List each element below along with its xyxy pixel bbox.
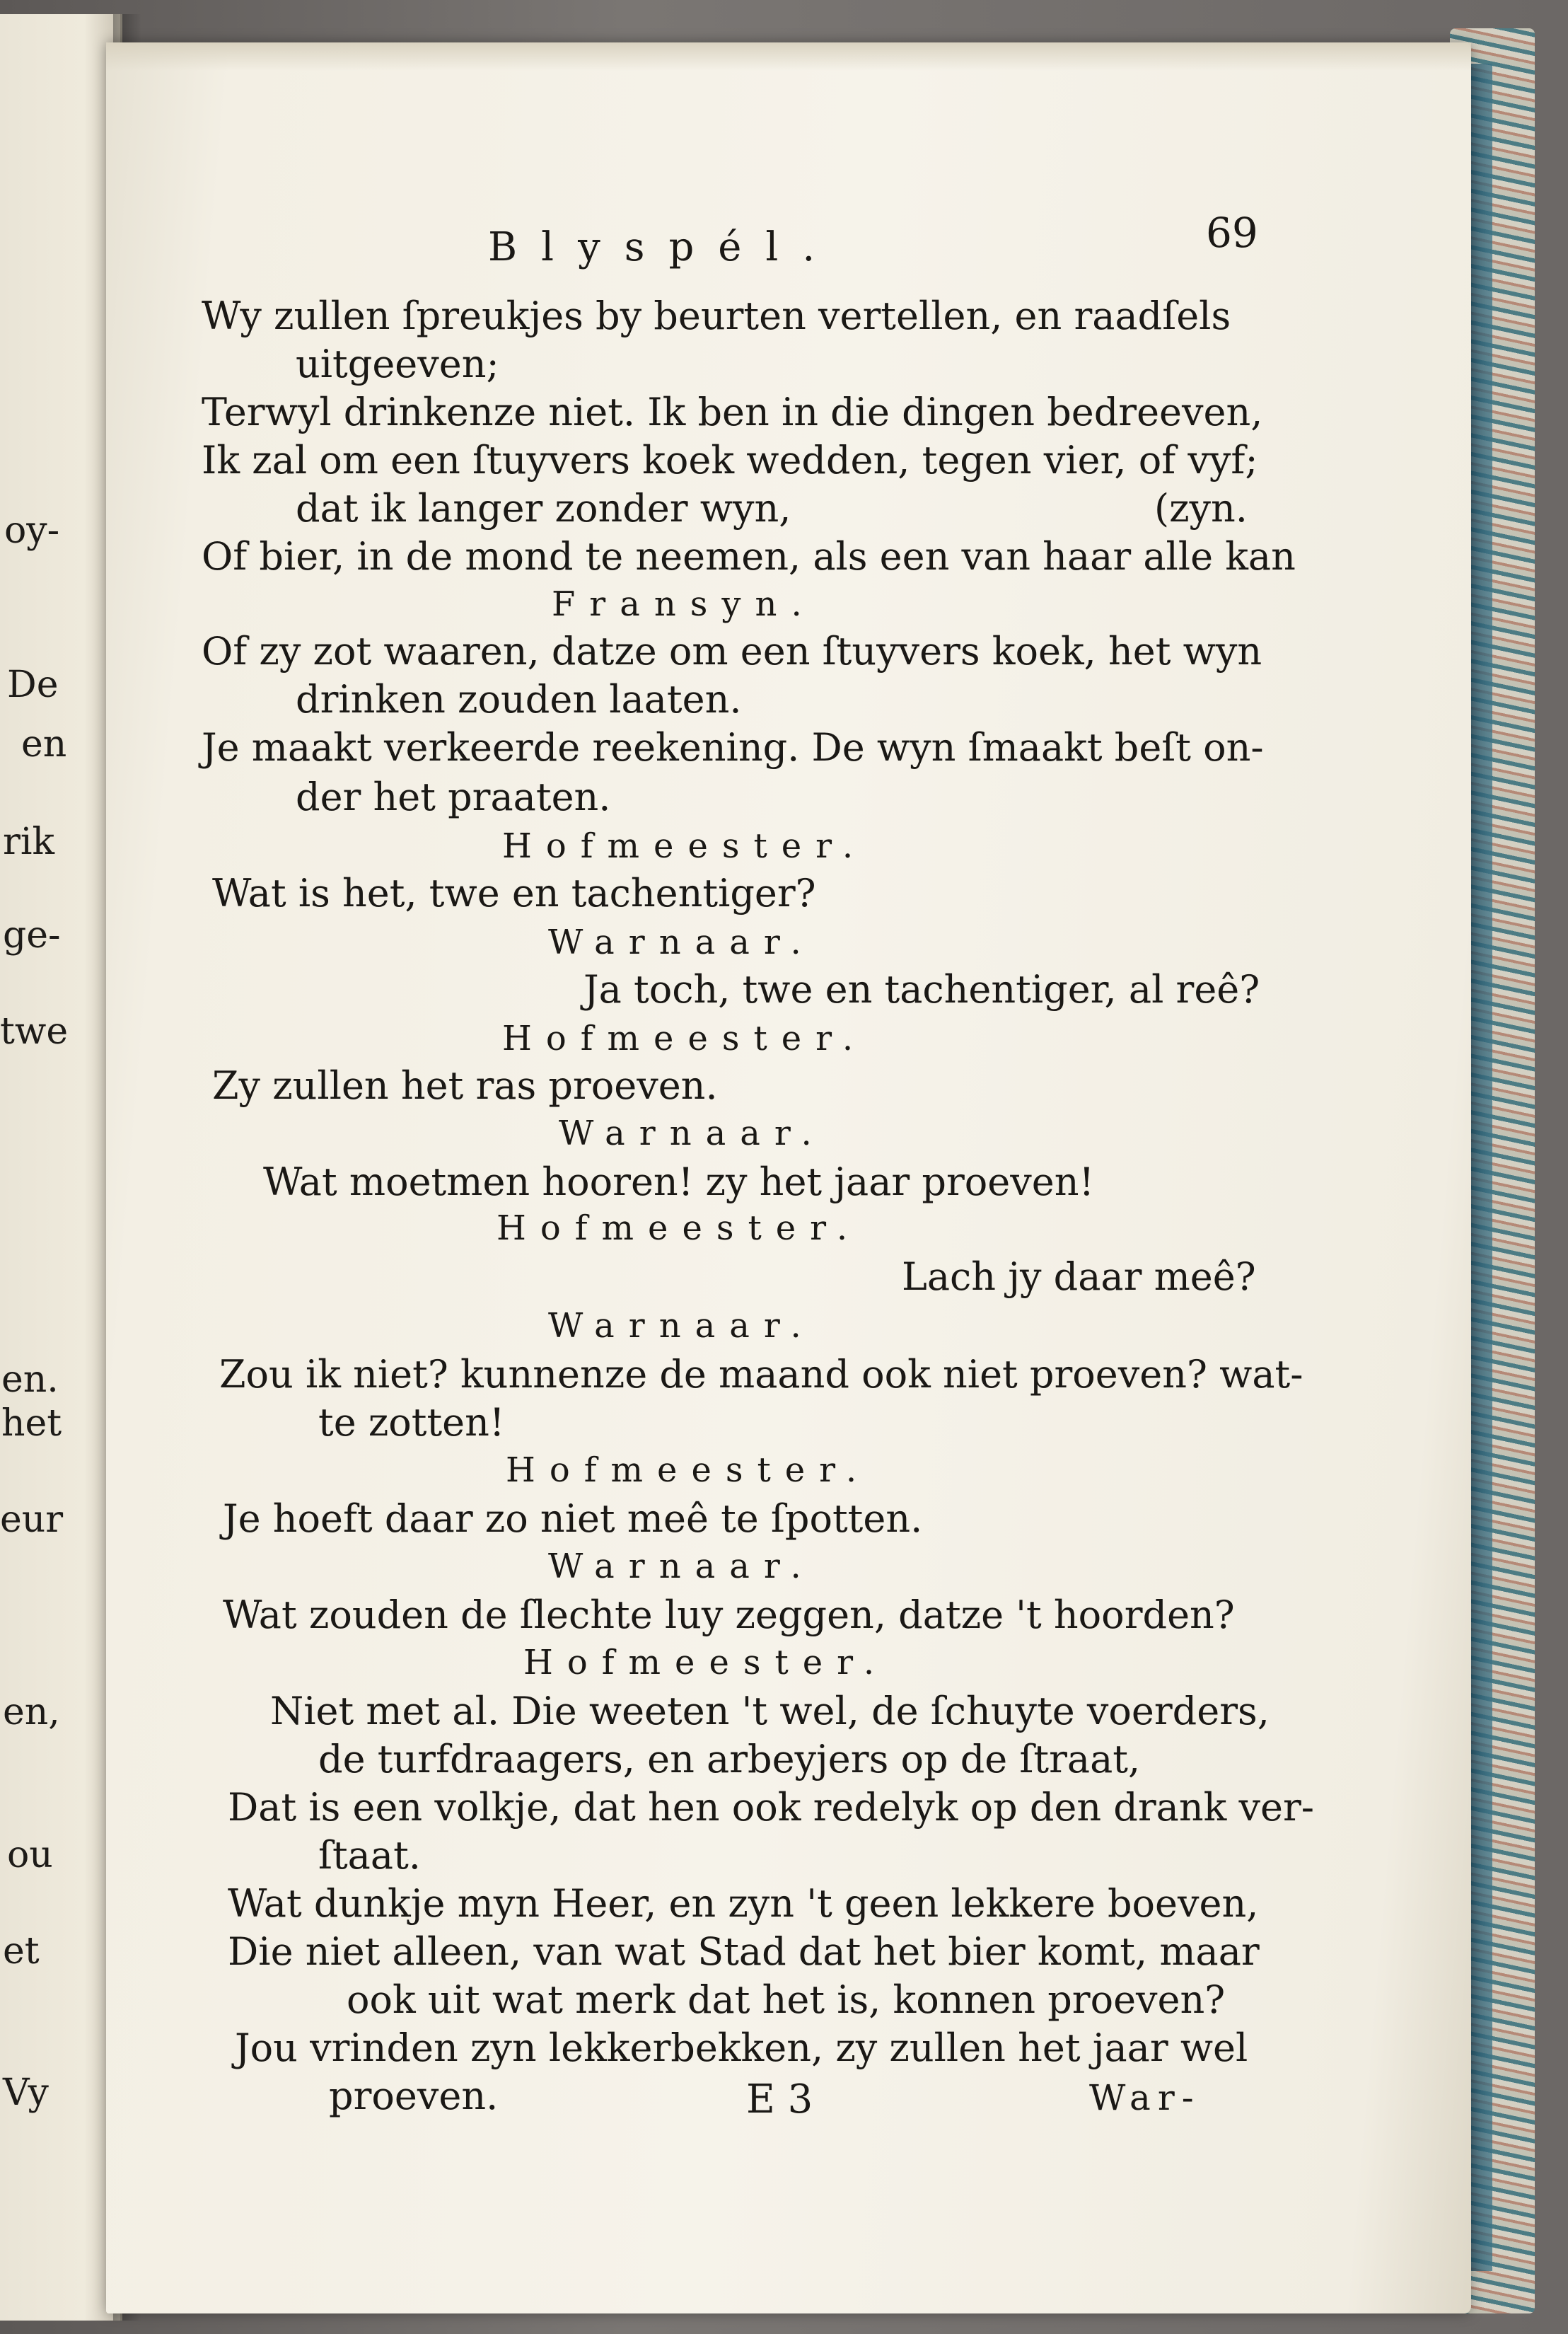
left-page-fragment: De bbox=[7, 664, 59, 706]
text-line: Of bier, in de mond te neemen, als een van haar alle kan bbox=[202, 534, 1296, 579]
text-line: dat ik langer zonder wyn, bbox=[296, 486, 791, 531]
left-page-fragment: et bbox=[3, 1930, 40, 1972]
text-line: Wat dunkje myn Heer, en zyn 't geen lekkere boeven, bbox=[228, 1881, 1259, 1926]
page-text-block bbox=[106, 42, 1471, 2313]
text-line: Jou vrinden zyn lekkerbekken, zy zullen het jaar wel bbox=[235, 2026, 1248, 2070]
left-page-fragment: ge- bbox=[3, 914, 61, 957]
speaker-heading: Warnaar. bbox=[548, 923, 815, 962]
text-line: Ik zal om een ſtuyvers koek wedden, tegen vier, of vyf; bbox=[202, 438, 1258, 483]
page-number: 69 bbox=[1206, 209, 1258, 257]
left-page-fragment: eur bbox=[0, 1498, 64, 1541]
speaker-heading: Warnaar. bbox=[548, 1306, 815, 1346]
text-line: Wat moetmen hooren! zy het jaar proeven! bbox=[263, 1160, 1095, 1204]
left-page-fragment: het bbox=[1, 1402, 62, 1445]
left-page-fragment: ou bbox=[7, 1834, 53, 1876]
text-line: ſtaat. bbox=[318, 1833, 421, 1878]
text-line: Die niet alleen, van wat Stad dat het bier komt, maar bbox=[228, 1929, 1260, 1974]
speaker-heading: Hofmeester. bbox=[523, 1643, 889, 1682]
speaker-heading: Hofmeester. bbox=[506, 1450, 871, 1490]
text-line: uitgeeven; bbox=[296, 342, 499, 386]
text-line: Terwyl drinkenze niet. Ik ben in die dingen bedreeven, bbox=[202, 390, 1263, 434]
text-line: Of zy zot waaren, datze om een ſtuyvers koek, het wyn bbox=[202, 629, 1262, 674]
text-line: Wy zullen ſpreukjes by beurten vertellen, en raadſels bbox=[202, 294, 1231, 338]
right-page bbox=[106, 42, 1471, 2313]
text-line: Wat zouden de ſlechte luy zeggen, datze 't hoorden? bbox=[223, 1593, 1235, 1637]
left-page-fragment: rik bbox=[3, 821, 54, 863]
text-line: Zou ik niet? kunnenze de maand ook niet proeven? wat- bbox=[219, 1352, 1303, 1397]
speaker-heading: Hofmeester. bbox=[496, 1208, 862, 1248]
left-facing-page bbox=[0, 14, 122, 2321]
left-page-fragment: twe bbox=[0, 1010, 69, 1053]
left-page-fragment: en. bbox=[1, 1358, 59, 1401]
left-page-fragment: Vy bbox=[3, 2072, 49, 2114]
speaker-heading: Hofmeester. bbox=[502, 826, 868, 866]
left-page-fragment: en bbox=[21, 723, 67, 766]
signature-mark: E 3 bbox=[746, 2076, 813, 2122]
text-line: drinken zouden laaten. bbox=[296, 677, 742, 722]
left-page-fragment: oy- bbox=[4, 509, 60, 552]
catchword: War- bbox=[1089, 2077, 1201, 2118]
text-line: Je maakt verkeerde reekening. De wyn ſmaakt beſt on- bbox=[202, 725, 1264, 770]
cover-binding-strip bbox=[1471, 64, 1492, 2271]
speaker-heading: Fransyn. bbox=[552, 584, 816, 624]
text-line: proeven. bbox=[329, 2074, 499, 2118]
speaker-heading: Warnaar. bbox=[548, 1547, 815, 1586]
text-line: te zotten! bbox=[318, 1400, 505, 1445]
text-line: Lach jy daar meê? bbox=[902, 1254, 1256, 1299]
text-line: de turfdraagers, en arbeyjers op de ſtraat, bbox=[318, 1737, 1141, 1781]
text-line: (zyn. bbox=[1154, 486, 1248, 531]
text-line: Zy zullen het ras proeven. bbox=[212, 1063, 718, 1108]
left-page-fragment: en, bbox=[3, 1691, 60, 1733]
text-line: Wat is het, twe en tachentiger? bbox=[212, 871, 816, 915]
text-line: der het praaten. bbox=[296, 775, 611, 819]
speaker-heading: Warnaar. bbox=[559, 1114, 826, 1153]
speaker-heading: Hofmeester. bbox=[502, 1019, 868, 1058]
text-line: Ja toch, twe en tachentiger, al reê? bbox=[583, 967, 1260, 1012]
text-line: Dat is een volkje, dat hen ook redelyk op den drank ver- bbox=[228, 1785, 1315, 1830]
text-line: Je hoeft daar zo niet meê te ſpotten. bbox=[223, 1496, 923, 1541]
text-line: Niet met al. Die weeten 't wel, de ſchuyte voerders, bbox=[270, 1689, 1270, 1733]
running-head: Blyspél. bbox=[488, 224, 840, 270]
text-line: ook uit wat merk dat het is, konnen proeven? bbox=[347, 1977, 1226, 2022]
